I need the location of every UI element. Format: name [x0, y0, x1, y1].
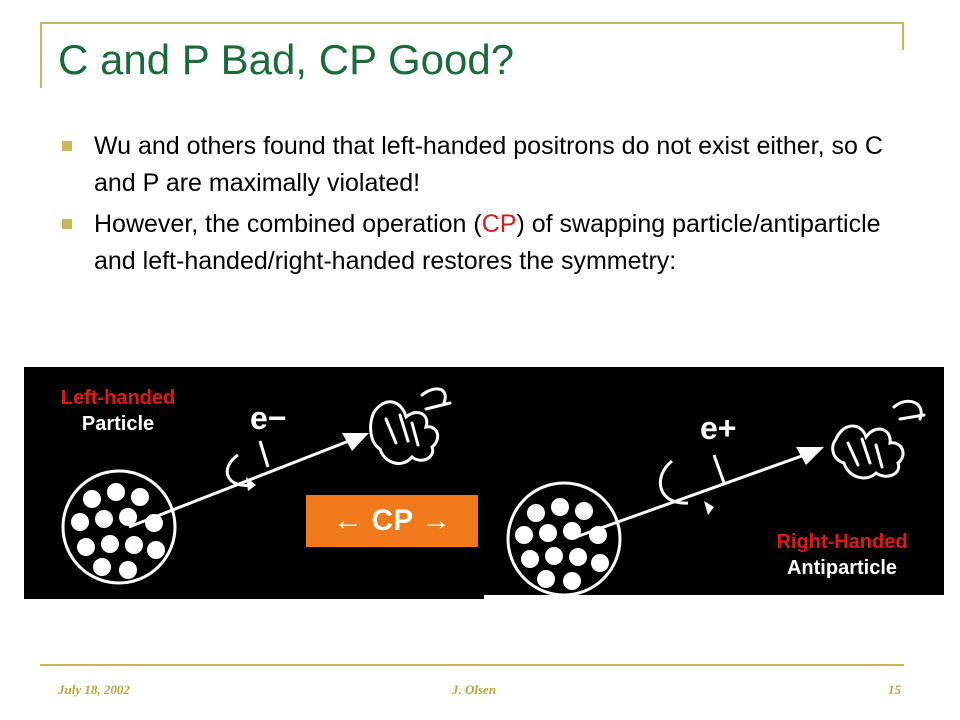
right-handed-label: Right-Handed — [776, 531, 908, 553]
bullet-text-highlight: CP — [481, 210, 517, 238]
bullet-text-pre: However, the combined operation ( — [94, 210, 482, 238]
frame-top-line — [40, 22, 904, 24]
electron-symbol: e− — [250, 400, 287, 436]
left-handed-particle-label — [28, 385, 208, 437]
frame-bottom-line — [40, 664, 904, 666]
frame-right-line — [902, 22, 904, 50]
bullet-square-icon — [62, 141, 72, 151]
frame-left-line — [40, 22, 42, 88]
cp-operation-box: ← CP → — [306, 495, 478, 547]
bullet-list — [60, 128, 900, 284]
antiparticle-label: Antiparticle — [786, 557, 898, 579]
footer-author: J. Olsen — [452, 682, 497, 697]
footer-page-number: 15 — [888, 682, 901, 697]
particle-label: Particle — [81, 413, 155, 435]
bullet-text-post: ) of swapping particle/antiparticle and left-handed/right-handed restores the symmetry: — [94, 210, 881, 275]
footer-date: July 18, 2002 — [58, 682, 130, 697]
left-handed-label: Left-handed — [60, 387, 176, 409]
right-handed-antiparticle-label — [742, 529, 942, 581]
bullet-item — [60, 128, 900, 202]
bullet-text: Wu and others found that left-handed positrons do not exist either, so C and P are maximally violated! — [94, 132, 883, 197]
slide-title: C and P Bad, CP Good? — [58, 36, 515, 83]
positron-symbol: e+ — [700, 410, 737, 446]
bullet-square-icon — [62, 219, 72, 229]
cp-symmetry-figure — [24, 367, 944, 599]
bullet-item — [60, 206, 900, 280]
